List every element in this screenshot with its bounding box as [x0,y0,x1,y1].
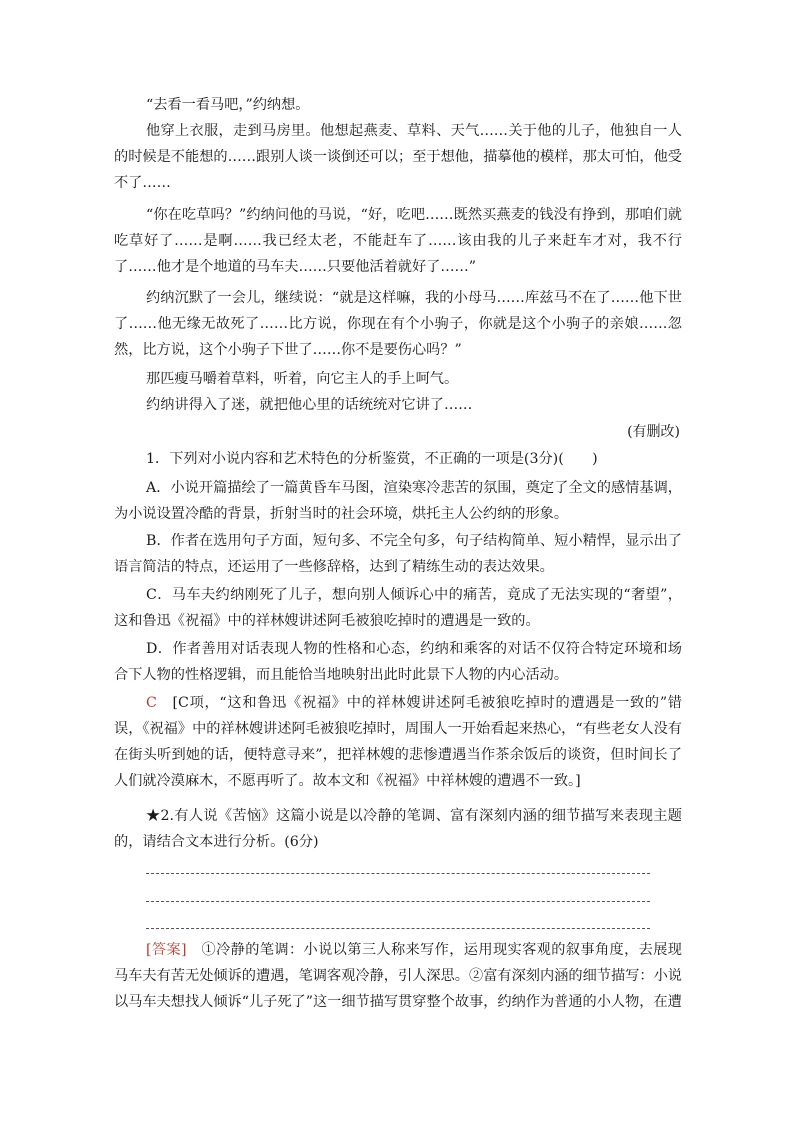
question-2-answer [114,937,682,1015]
answer-blank-line-2 [146,901,650,902]
answer-blank-line-3 [146,928,650,929]
question-1-answer [114,690,682,794]
answer-blank-line-1 [146,873,650,874]
passage-paragraph-4: 约纳沉默了一会儿，继续说：“就是这样嘛，我的小母马……库兹马不在了……他下世了……他无缘无故死了……比方说，你现在有个小驹子，你就是这个小驹子的亲娘……忽然，比方说，这个小驹子下世了……你不是要伤心吗？” [114,290,682,358]
question-1-option-b: B．作者在选用句子方面，短句多、不完全句多，句子结构简单、短小精悍，显示出了语言简洁的特点，还运用了一些修辞格，达到了精练生动的表达效果。 [114,533,682,575]
question-1-option-d: D．作者善用对话表现人物的性格和心态，约纳和乘客的对话不仅符合特定环境和场合下人物的性格逻辑，而且能恰当地映射出此时此景下人物的内心活动。 [114,641,682,683]
answer-explanation: [C项，“这和鲁迅《祝福》中的祥林嫂讲述阿毛被狼吃掉时的遭遇是一致的”错误，《祝福》中的祥林嫂讲述阿毛被狼吃掉时，周围人一开始看起来热心，“有些老女人没有在街头听到她的话，便特意寻来”，把祥林嫂的悲惨遭遇当作茶余饭后的谈资，但时间长了人们就冷漠麻木，不愿再听了。故本文和《祝福》中祥林嫂的遭遇不一致。] [114,695,682,789]
answer-letter: C [146,695,157,711]
question-1-option-c: C．马车夫约纳刚死了儿子，想向别人倾诉心中的痛苦，竟成了无法实现的“奢望”，这和鲁迅《祝福》中的祥林嫂讲述阿毛被狼吃掉时的遭遇是一致的。 [114,587,682,629]
answer-text: ①冷静的笔调：小说以第三人称来写作，运用现实客观的叙事角度，去展现马车夫有苦无处倾诉的遭遇，笔调客观冷静，引人深思。②富有深刻内涵的细节描写：小说以马车夫想找人倾诉“儿子死了”这一细节描写贯穿整个故事，约纳作为普通的小人物，在遭 [114,942,682,1010]
passage-paragraph-5: 那匹瘦马嚼着草料，听着，向它主人的手上呵气。 [146,371,459,387]
answer-tag: [答案] [146,942,187,958]
passage-paragraph-2: 他穿上衣服，走到马房里。他想起燕麦、草料、天气……关于他的儿子，他独自一人的时候是不能想的……跟别人谈一谈倒还可以；至于想他，描摹他的模样，那太可怕，他受不了…… [114,123,682,191]
question-1-stem: 1．下列对小说内容和艺术特色的分析鉴赏，不正确的一项是(3分)( ) [146,451,598,467]
passage-paragraph-3: “你在吃草吗？”约纳问他的马说，“好，吃吧……既然买燕麦的钱没有挣到，那咱们就吃草好了……是啊……我已经太老，不能赶车了……该由我的儿子来赶车才对，我不行了……他才是个地道的马车夫……只要他活着就好了……” [114,207,682,275]
question-2-stem: ★2.有人说《苦恼》这篇小说是以冷静的笔调、富有深刻内涵的细节描写来表现主题的，请结合文本进行分析。(6分) [114,808,682,850]
passage-paragraph-6: 约纳讲得入了迷，就把他心里的话统统对它讲了…… [146,397,473,413]
source-note: (有删改) [627,424,680,440]
question-1-option-a: A．小说开篇描绘了一篇黄昏车马图，渲染寒冷悲苦的氛围，奠定了全文的感情基调，为小说设置冷酷的背景，折射当时的社会环境，烘托主人公约纳的形象。 [114,480,682,522]
passage-paragraph-1: “去看一看马吧，”约纳想。 [146,97,310,113]
